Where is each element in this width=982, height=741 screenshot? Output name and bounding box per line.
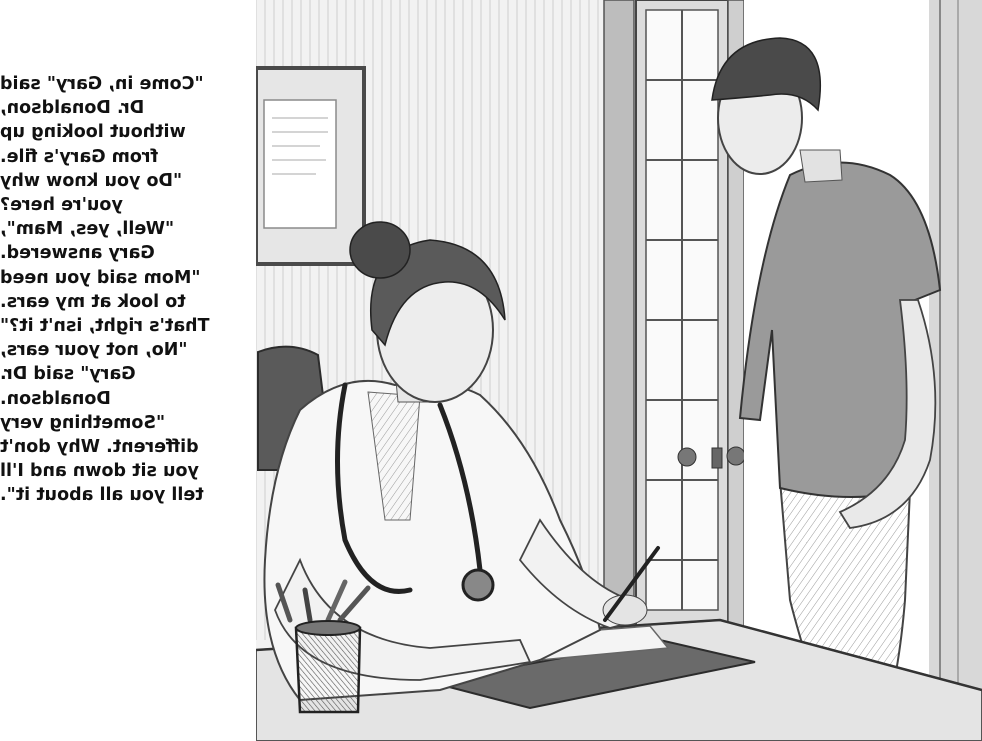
story-line: Dr. Donaldson,	[0, 98, 145, 119]
story-line: different. Why don't	[0, 437, 199, 458]
story-line: "Come in, Gary" said	[0, 74, 204, 94]
story-line: you're here?	[0, 195, 123, 216]
mirrored-story-text	[0, 72, 250, 508]
door-knob-icon	[727, 447, 745, 465]
story-line: you sit down and I'll	[0, 461, 199, 482]
pencil-sketch-illustration	[256, 0, 982, 741]
doctor-hair-bun	[350, 222, 410, 278]
story-line: Gary answered.	[0, 243, 155, 264]
story-line: tell you all about it".	[0, 485, 204, 506]
story-line: to look at my ears.	[0, 291, 186, 312]
story-line: without looking up	[0, 122, 186, 143]
right-door-jamb	[929, 0, 982, 690]
story-line: "Mom said you need	[0, 267, 201, 288]
story-line: from Gary's file.	[0, 146, 159, 167]
story-line: Donaldson.	[0, 388, 111, 409]
story-line: "No, not your ears,	[0, 340, 188, 361]
story-line: That's right, isn't it?"	[0, 316, 210, 337]
wall-picture-frame	[256, 68, 364, 264]
text-panel	[0, 0, 256, 741]
doctor-hand	[603, 595, 647, 625]
boy-neck	[800, 150, 842, 182]
story-line: "Do you know why	[0, 170, 183, 191]
door-knob-icon	[678, 448, 696, 466]
story-line: "Something very	[0, 412, 166, 433]
story-line: Gary" said Dr.	[0, 364, 136, 385]
story-line: "Well, yes, Mam",	[0, 219, 175, 240]
stethoscope-chestpiece-icon	[463, 570, 493, 600]
